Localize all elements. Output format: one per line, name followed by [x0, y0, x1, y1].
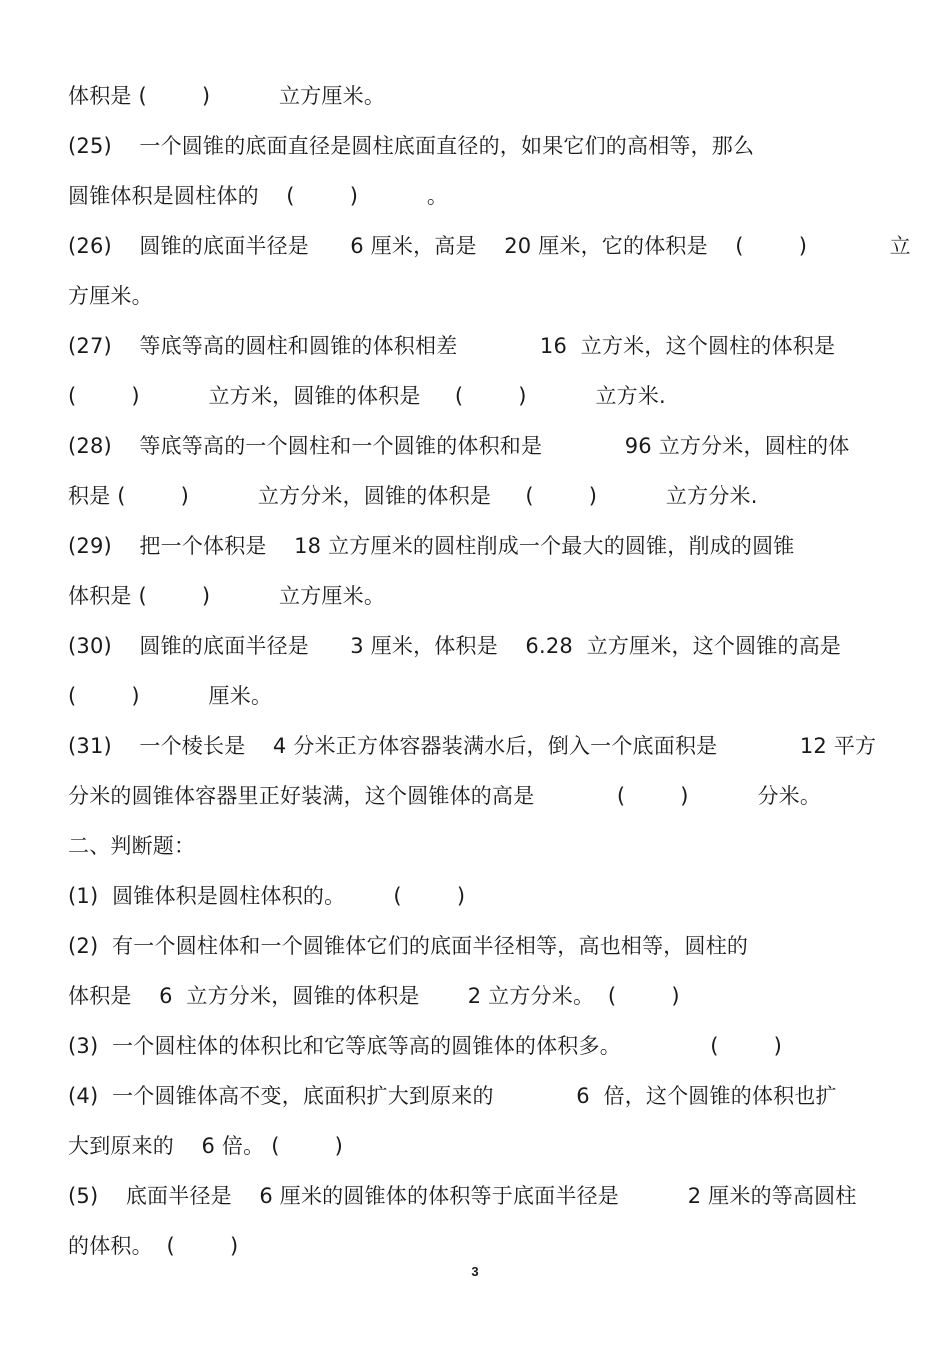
text-line: ( ) 立方米，圆锥的体积是 ( ) 立方米.	[68, 384, 666, 408]
text-line: 圆锥体积是圆柱体的 ( ) 。	[68, 184, 449, 208]
text-line: 体积是 ( ) 立方厘米。	[68, 84, 386, 108]
question-28: (28) 等底等高的一个圆柱和一个圆锥的体积和是 96 立方分米，圆柱的体	[68, 434, 850, 458]
text-line: 分米的圆锥体容器里正好装满，这个圆锥体的高是 ( ) 分米。	[68, 784, 822, 808]
text-line: 大到原来的 6 倍。 ( )	[68, 1134, 343, 1158]
judgment-4: (4) 一个圆锥体高不变，底面积扩大到原来的 6 倍，这个圆锥的体积也扩	[68, 1084, 837, 1108]
text-line: ( ) 厘米。	[68, 684, 273, 708]
text-line: 积是 ( ) 立方分米，圆锥的体积是 ( ) 立方分米.	[68, 484, 758, 508]
judgment-3: (3) 一个圆柱体的体积比和它等底等高的圆锥体的体积多。 ( )	[68, 1034, 783, 1058]
text-line: 体积是 6 立方分米，圆锥的体积是 2 立方分米。 ( )	[68, 984, 680, 1008]
judgment-5: (5) 底面半径是 6 厘米的圆锥体的体积等于底面半径是 2 厘米的等高圆柱	[68, 1184, 857, 1208]
question-29: (29) 把一个体积是 18 立方厘米的圆柱削成一个最大的圆锥，削成的圆锥	[68, 534, 795, 558]
question-25: (25) 一个圆锥的底面直径是圆柱底面直径的，如果它们的高相等，那么	[68, 134, 755, 158]
page-number: 3	[471, 1264, 479, 1279]
question-27: (27) 等底等高的圆柱和圆锥的体积相差 16 立方米，这个圆柱的体积是	[68, 334, 836, 358]
text-line: 方厘米。	[68, 284, 153, 308]
text-line: 体积是 ( ) 立方厘米。	[68, 584, 386, 608]
question-31: (31) 一个棱长是 4 分米正方体容器装满水后，倒入一个底面积是 12 平方	[68, 734, 877, 758]
question-30: (30) 圆锥的底面半径是 3 厘米，体积是 6.28 立方厘米，这个圆锥的高是	[68, 634, 842, 658]
judgment-2: (2) 有一个圆柱体和一个圆锥体它们的底面半径相等，高也相等，圆柱的	[68, 934, 749, 958]
question-26: (26) 圆锥的底面半径是 6 厘米，高是 20 厘米，它的体积是 ( ) 立	[68, 234, 911, 258]
judgment-1: (1) 圆锥体积是圆柱体积的。 ( )	[68, 884, 466, 908]
text-line: 的体积。 ( )	[68, 1234, 239, 1258]
section-heading: 二、判断题：	[68, 834, 196, 858]
